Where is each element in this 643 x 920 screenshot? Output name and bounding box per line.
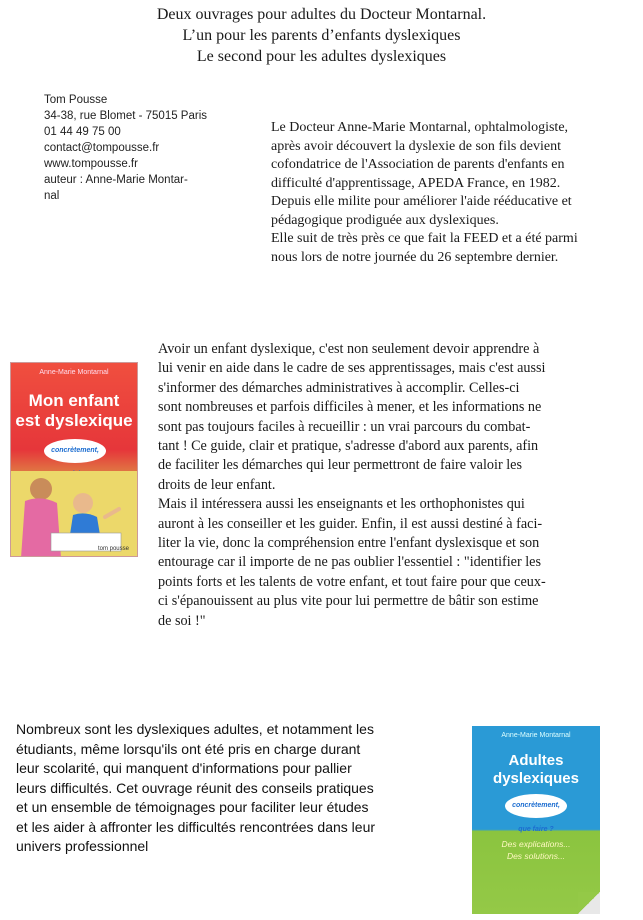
- publisher-phone: 01 44 49 75 00: [44, 126, 121, 138]
- book-cover-illustration: [11, 471, 138, 557]
- desc-line: Avoir un enfant dyslexique, c'est non seulement devoir apprendre à: [158, 341, 540, 357]
- intro-line: pédagogique prodiguée aux dyslexiques.: [271, 212, 499, 228]
- desc-line: liter la vie, donc la compréhension entre l'enfant dyslexisque et son: [158, 535, 540, 552]
- desc-line: lui venir en aide dans le cadre de ses apprentissages, mais c'est aussi: [158, 360, 546, 377]
- desc-line: entourage car il importe de ne pas oublier l'essentiel : "identifier les: [158, 554, 542, 571]
- page-curl: [578, 892, 600, 914]
- intro-line: Depuis elle milite pour améliorer l'aide rééducative et: [271, 194, 572, 209]
- book-cover-author: Anne-Marie Montarnal: [39, 369, 109, 376]
- publisher-website: www.tompousse.fr: [44, 158, 138, 170]
- book-cover-mon-enfant: [10, 362, 138, 557]
- desc-line: étudiants, même lorsqu'ils ont été pris en charge durant: [16, 740, 361, 757]
- book-title-line: Adultes: [508, 752, 564, 769]
- intro-line: nous lors de notre journée du 26 septembre dernier.: [271, 249, 559, 265]
- desc-line: univers professionnel: [16, 838, 149, 854]
- desc-line: sont nombreuses et parfois difficiles à mener, et les informations ne: [158, 399, 542, 416]
- book2-description: [16, 720, 446, 857]
- intro-line: cofondatrice de l'Association de parents d'enfants en: [271, 157, 565, 172]
- publisher-email: contact@tompousse.fr: [44, 142, 160, 154]
- desc-line: s'informer des démarches administratives à accomplir. Celles-ci: [158, 379, 520, 396]
- book-badge: concrètement, que faire ?: [505, 794, 567, 818]
- desc-line: de faciliter les démarches qui leur permettront de faire valoir les: [158, 457, 522, 474]
- book-title-line: dyslexiques: [493, 770, 579, 787]
- publisher-address: 34-38, rue Blomet - 75015 Paris: [44, 110, 208, 122]
- book-cover-title: [472, 752, 600, 788]
- publisher-contact: [44, 92, 244, 204]
- author-line: auteur : Anne-Marie Montar-: [44, 174, 188, 186]
- desc-line: de soi !": [158, 612, 206, 629]
- header-line: Le second pour les adultes dyslexiques: [196, 48, 447, 65]
- publisher-name: Tom Pousse: [44, 94, 108, 106]
- book-cover-adultes: [472, 726, 600, 914]
- book-cover-author: Anne-Marie Montarnal: [501, 732, 571, 739]
- desc-line: sont pas toujours faciles à recueillir : un vrai parcours du combat-: [158, 418, 531, 435]
- tagline-line: Des explications...: [501, 839, 571, 849]
- desc-line: tant ! Ce guide, clair et pratique, s'adresse d'abord aux parents, afin: [158, 438, 539, 455]
- book1-description: [158, 340, 633, 631]
- desc-line: leur scolarité, qui manquent d'informations pour pallier: [16, 760, 352, 776]
- desc-line: ci s'épanouissent au plus vite pour lui permettre de bâtir son estime: [158, 593, 539, 610]
- book-title-line: Mon enfant: [28, 391, 120, 410]
- desc-line: et les aider à affronter les difficultés rencontrées dans leur: [16, 818, 376, 835]
- desc-line: et un ensemble de témoignages pour faciliter leur études: [16, 799, 369, 815]
- header-line: L’un pour les parents d’enfants dyslexiques: [182, 27, 461, 44]
- book-cover-tagline: [472, 838, 600, 862]
- desc-line: Nombreux sont les dyslexiques adultes, et notamment les: [16, 721, 374, 737]
- author-line: nal: [44, 190, 60, 202]
- book-cover-title: [11, 391, 137, 431]
- desc-line: leurs difficultés. Cet ouvrage réunit des conseils pratiques: [16, 779, 374, 796]
- desc-line: points forts et les talents de votre enfant, et tout faire pour que ceux-: [158, 573, 546, 590]
- document-header: [0, 4, 643, 67]
- author-intro: [271, 119, 639, 267]
- desc-line: auront à les conseiller et les guider. Enfin, il est aussi destiné à faci-: [158, 515, 543, 532]
- book-title-line: est dyslexique: [15, 411, 133, 430]
- intro-line: après avoir découvert la dyslexie de son fils devient: [271, 138, 562, 154]
- desc-line: droits de leur enfant.: [158, 476, 276, 493]
- intro-line: Le Docteur Anne-Marie Montarnal, ophtalmologiste,: [271, 120, 569, 135]
- header-line: Deux ouvrages pour adultes du Docteur Montarnal.: [156, 6, 487, 23]
- tagline-line: Des solutions...: [506, 851, 566, 861]
- intro-line: Elle suit de très près ce que fait la FEED et a été parmi: [271, 231, 578, 246]
- publisher-logo: tom pousse: [97, 546, 129, 552]
- book-badge: concrètement,: [44, 439, 106, 463]
- desc-line: Mais il intéressera aussi les enseignants et les orthophonistes qui: [158, 496, 525, 513]
- intro-line: difficulté d'apprentissage, APEDA France, en 1982.: [271, 175, 561, 191]
